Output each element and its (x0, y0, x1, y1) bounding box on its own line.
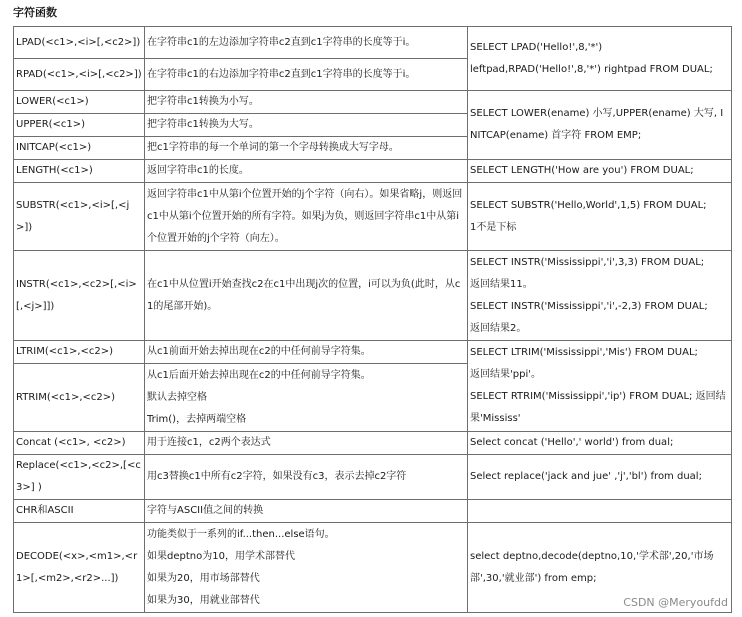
example-line: 返回结果2。 (470, 322, 527, 334)
description-line: Trim()，去掉两端空格 (147, 413, 247, 425)
function-cell: INSTR(<c1>,<c2>[,<i>[,<j>]]) (14, 251, 145, 341)
example-line: 返回结果11。 (470, 278, 533, 290)
example-cell: SELECT LENGTH('How are you') FROM DUAL; (468, 160, 732, 183)
example-cell (468, 183, 732, 251)
table-row (14, 251, 732, 341)
example-line: SELECT INSTR('Mississippi','i',3,3) FROM DUAL; (470, 256, 705, 268)
table-row (14, 341, 732, 364)
example-cell: SELECT LOWER(ename) 小写,UPPER(ename) 大写, INITCAP(ename) 首字符 FROM EMP; (468, 91, 732, 160)
description-cell: 字符与ASCII值之间的转换 (145, 500, 468, 523)
example-line: 1不是下标 (470, 221, 517, 233)
table-row (14, 160, 732, 183)
description-cell: 返回字符串c1中从第i个位置开始的j个字符（向右）。如果省略j，则返回c1中从第i个位置开始的所有字符。如果j为负，则返回字符串c1中从第i个位置开始的j个字符（向左）。 (145, 183, 468, 251)
description-line: 如果deptno为10，用学术部替代 (147, 550, 295, 562)
description-line: 如果为20，用市场部替代 (147, 572, 260, 584)
function-cell: LPAD(<c1>,<i>[,<c2>]) (14, 27, 145, 59)
description-cell: 返回字符串c1的长度。 (145, 160, 468, 183)
function-cell: DECODE(<x>,<m1>,<r1>[,<m2>,<r2>...]) (14, 523, 145, 613)
function-cell: SUBSTR(<c1>,<i>[,<j>]) (14, 183, 145, 251)
description-line: 如果为30，用就业部替代 (147, 594, 260, 606)
watermark: CSDN @Meryoufdd (623, 596, 728, 609)
table-row (14, 500, 732, 523)
function-cell: RTRIM(<c1>,<c2>) (14, 364, 145, 432)
description-cell: 把字符串c1转换为大写。 (145, 114, 468, 137)
example-cell (468, 341, 732, 432)
example-cell (468, 251, 732, 341)
example-line: SELECT LTRIM('Mississippi','Mis') FROM DUAL; (470, 347, 698, 358)
table-row (14, 27, 732, 59)
table-row (14, 432, 732, 455)
example-line: SELECT INSTR('Mississippi','i',-2,3) FROM DUAL; (470, 300, 708, 312)
description-cell (145, 523, 468, 613)
example-cell (468, 500, 732, 523)
description-cell: 把c1字符串的每一个单词的第一个字母转换成大写字母。 (145, 137, 468, 160)
function-cell: Concat (<c1>, <c2>) (14, 432, 145, 455)
table-row (14, 91, 732, 114)
function-cell: LOWER(<c1>) (14, 91, 145, 114)
description-cell: 把字符串c1转换为小写。 (145, 91, 468, 114)
description-cell: 在字符串c1的右边添加字符串c2直到c1字符串的长度等于i。 (145, 59, 468, 91)
description-cell: 在字符串c1的左边添加字符串c2直到c1字符串的长度等于i。 (145, 27, 468, 59)
description-cell: 用于连接c1，c2两个表达式 (145, 432, 468, 455)
function-cell: LENGTH(<c1>) (14, 160, 145, 183)
example-line: 返回结果'ppi'。 (470, 369, 541, 380)
string-functions-table (13, 26, 732, 613)
example-line: leftpad,RPAD('Hello!',8,'*') rightpad FROM DUAL; (470, 63, 713, 75)
description-cell: 在c1中从位置i开始查找c2在c1中出现j次的位置，i可以为负(此时，从c1的尾部开始)。 (145, 251, 468, 341)
function-cell: UPPER(<c1>) (14, 114, 145, 137)
example-cell (468, 27, 732, 91)
description-cell (145, 364, 468, 432)
example-line: SELECT SUBSTR('Hello,World',1,5) FROM DUAL; (470, 199, 707, 211)
description-line: 功能类似于一系列的if...then...else语句。 (147, 528, 335, 540)
example-line: SELECT RTRIM('Mississippi','ip') FROM DUAL; 返回结果'Mississ' (470, 391, 726, 424)
example-cell: Select replace('jack and jue' ,'j','bl') from dual; (468, 455, 732, 500)
function-cell: INITCAP(<c1>) (14, 137, 145, 160)
function-cell: CHR和ASCII (14, 500, 145, 523)
function-cell: Replace(<c1>,<c2>,[<c3>] ) (14, 455, 145, 500)
example-line: SELECT LPAD('Hello!',8,'*') (470, 41, 603, 53)
description-cell: 用c3替换c1中所有c2字符，如果没有c3，表示去掉c2字符 (145, 455, 468, 500)
example-cell: select deptno,decode(deptno,10,'学术部',20,'市场部',30,'就业部') from emp; (468, 523, 732, 613)
description-cell: 从c1前面开始去掉出现在c2的中任何前导字符集。 (145, 341, 468, 364)
function-cell: LTRIM(<c1>,<c2>) (14, 341, 145, 364)
function-cell: RPAD(<c1>,<i>[,<c2>]) (14, 59, 145, 91)
section-title: 字符函数 (13, 6, 57, 19)
description-line: 默认去掉空格 (147, 391, 207, 403)
table-row (14, 455, 732, 500)
table-row (14, 183, 732, 251)
example-cell: Select concat ('Hello',' world') from dual; (468, 432, 732, 455)
description-line: 从c1后面开始去掉出现在c2的中任何前导字符集。 (147, 369, 371, 381)
